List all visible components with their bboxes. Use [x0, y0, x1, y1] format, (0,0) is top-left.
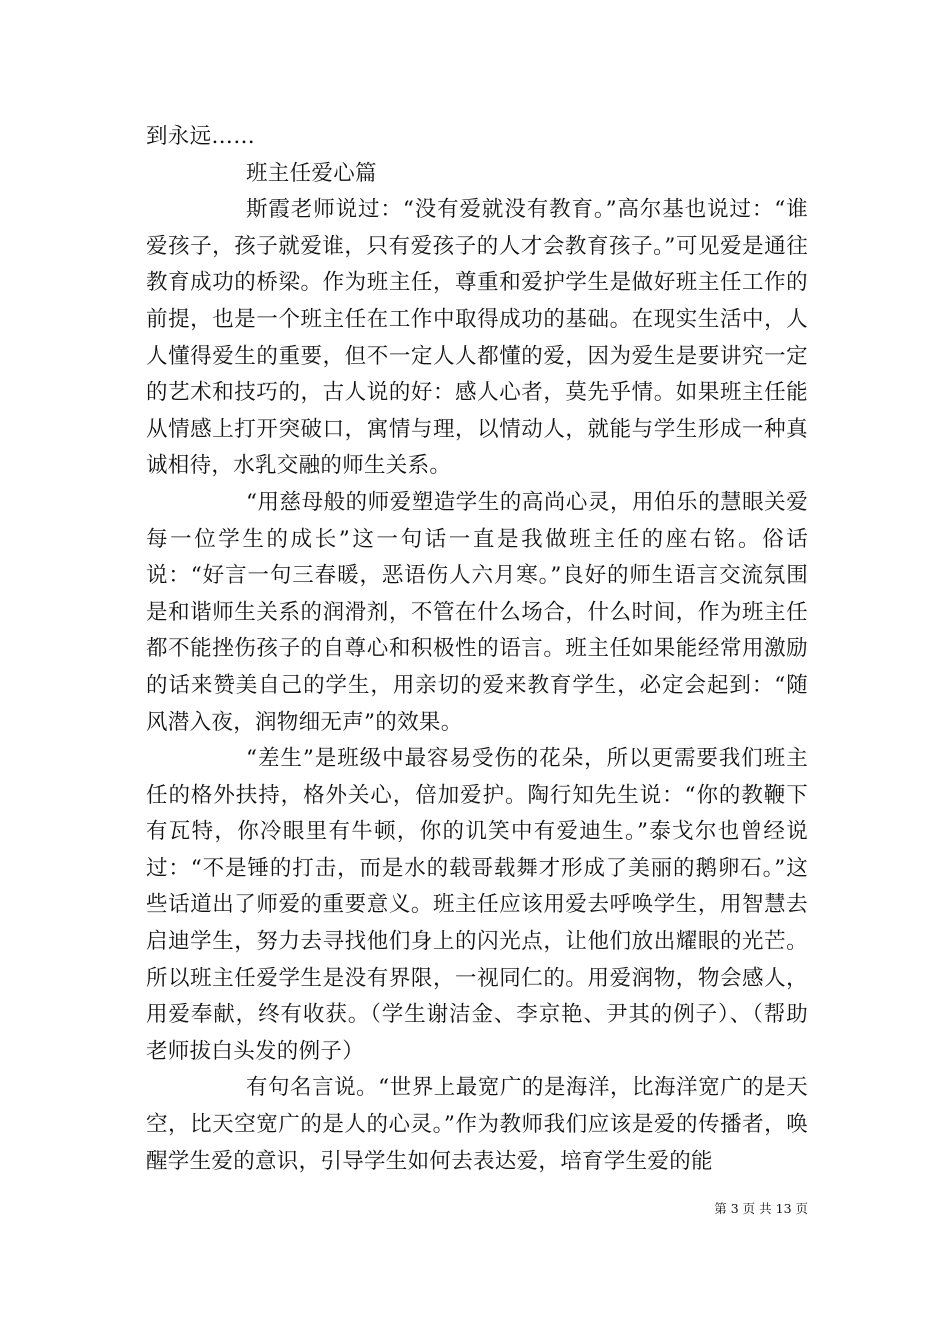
section-heading: 班主任爱心篇 [246, 160, 377, 186]
document-body [146, 119, 808, 1180]
page-number-footer: 第 3 页 共 13 页 [714, 1201, 808, 1216]
paragraph-continuation: 到永远…… [146, 124, 256, 149]
paragraph: “差生”是班级中最容易受伤的花朵，所以更需要我们班主任的格外扶持，格外关心，倍加爱护。陶行知先生说：“你的教鞭下有瓦特，你冷眼里有牛顿，你的讥笑中有爱迪生。”泰戈尔也曾经说过：“不是锤的打击，而是水的载哥载舞才形成了美丽的鹅卵石。”这些话道出了师爱的重要意义。班主任应该用爱去呼唤学生，用智慧去启迪学生，努力去寻找他们身上的闪光点，让他们放出耀眼的光芒。所以班主任爱学生是没有界限，一视同仁的。用爱润物，物会感人，用爱奉献，终有收获。（学生谢洁金、李京艳、尹其的例子）、（帮助老师拔白头发的例子） [146, 746, 808, 1064]
paragraph: 斯霞老师说过：“没有爱就没有教育。”高尔基也说过：“谁爱孩子，孩子就爱谁，只有爱孩子的人才会教育孩子。”可见爱是通往教育成功的桥梁。作为班主任，尊重和爱护学生是做好班主任工作的前提，也是一个班主任在工作中取得成功的基础。在现实生活中，人人懂得爱生的重要，但不一定人人都懂的爱，因为爱生是要讲究一定的艺术和技巧的，古人说的好：感人心者，莫先乎情。如果班主任能从情感上打开突破口，寓情与理，以情动人，就能与学生形成一种真诚相待，水乳交融的师生关系。 [146, 197, 808, 479]
paragraph: 有句名言说。“世界上最宽广的是海洋，比海洋宽广的是天空，比天空宽广的是人的心灵。”作为教师我们应该是爱的传播者，唤醒学生爱的意识，引导学生如何去表达爱，培育学生爱的能 [146, 1075, 808, 1174]
paragraph: “用慈母般的师爱塑造学生的高尚心灵，用伯乐的慧眼关爱每一位学生的成长”这一句话一直是我做班主任的座右铭。俗话说：“好言一句三春暖，恶语伤人六月寒。”良好的师生语言交流氛围是和谐师生关系的润滑剂，不管在什么场合，什么时间，作为班主任都不能挫伤孩子的自尊心和积极性的语言。班主任如果能经常用激励的话来赞美自己的学生，用亲切的爱来教育学生，必定会起到：“随风潜入夜，润物细无声”的效果。 [146, 489, 808, 735]
